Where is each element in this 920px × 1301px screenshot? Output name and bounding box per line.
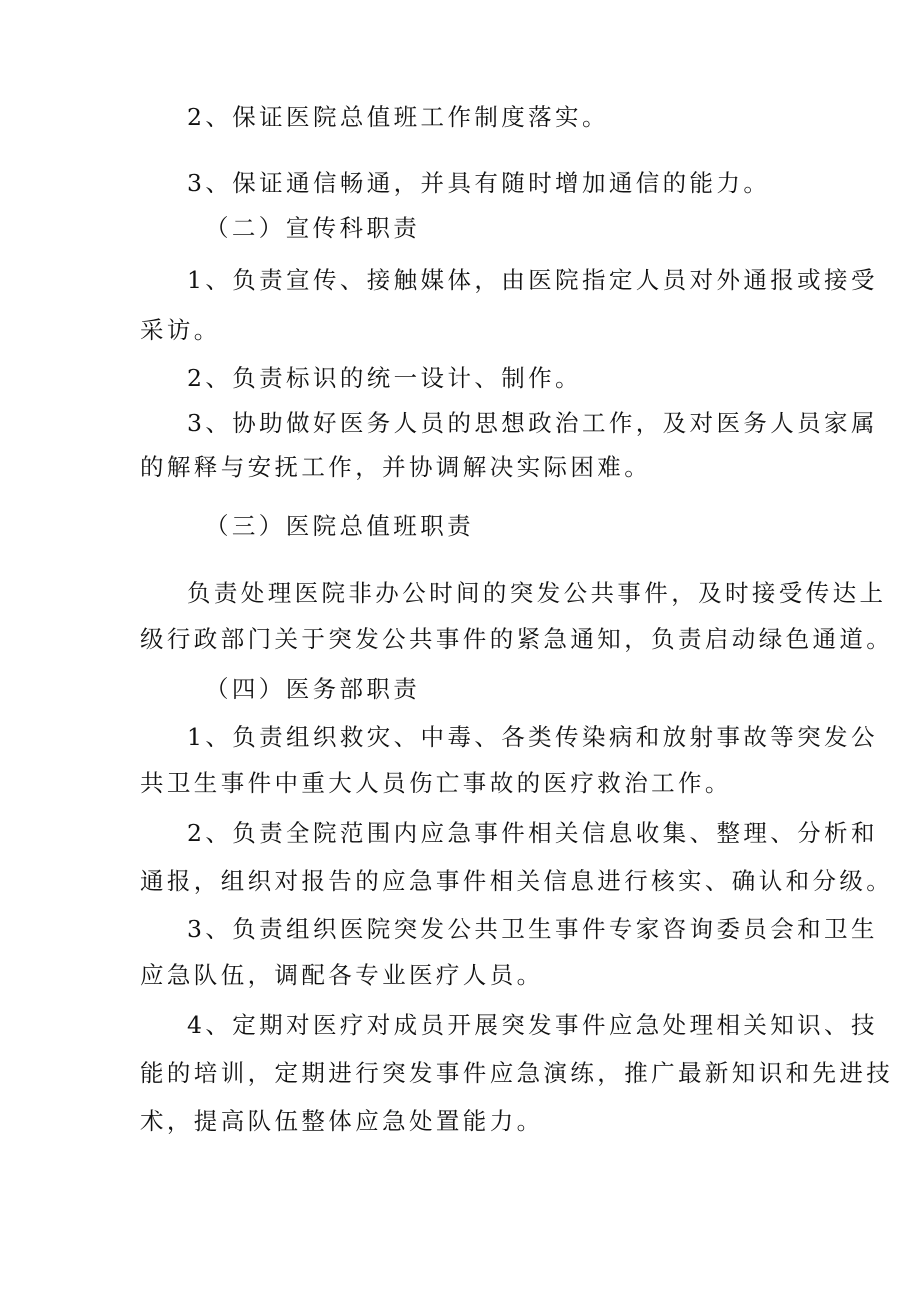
text-line: 术，提高队伍整体应急处置能力。 xyxy=(140,1107,544,1135)
text-line: 的解释与安抚工作，并协调解决实际困难。 xyxy=(140,453,652,481)
text-line: 通报，组织对报告的应急事件相关信息进行核实、确认和分级。 xyxy=(140,867,894,895)
text-line: 级行政部门关于突发公共事件的紧急通知，负责启动绿色通道。 xyxy=(140,625,894,653)
text-line: 2、负责标识的统一设计、制作。 xyxy=(187,364,582,392)
text-line: 3、保证通信畅通，并具有随时增加通信的能力。 xyxy=(187,169,771,197)
text-line: 4、定期对医疗对成员开展突发事件应急处理相关知识、技 xyxy=(187,1011,878,1039)
section-heading: （三）医院总值班职责 xyxy=(205,512,474,540)
section-heading: （二）宣传科职责 xyxy=(205,214,421,242)
text-line: 3、协助做好医务人员的思想政治工作，及对医务人员家属 xyxy=(187,409,878,437)
text-line: 3、负责组织医院突发公共卫生事件专家咨询委员会和卫生 xyxy=(187,915,878,943)
text-line: 共卫生事件中重大人员伤亡事故的医疗救治工作。 xyxy=(140,769,732,797)
text-line: 能的培训，定期进行突发事件应急演练，推广最新知识和先进技 xyxy=(140,1059,894,1087)
text-line: 采访。 xyxy=(140,316,221,344)
text-line: 负责处理医院非办公时间的突发公共事件，及时接受传达上 xyxy=(187,579,887,607)
text-line: 2、负责全院范围内应急事件相关信息收集、整理、分析和 xyxy=(187,819,878,847)
text-line: 1、负责宣传、接触媒体，由医院指定人员对外通报或接受 xyxy=(187,266,878,294)
text-line: 1、负责组织救灾、中毒、各类传染病和放射事故等突发公 xyxy=(187,723,878,751)
text-line: 应急队伍，调配各专业医疗人员。 xyxy=(140,961,544,989)
text-line: 2、保证医院总值班工作制度落实。 xyxy=(187,103,609,131)
section-heading: （四）医务部职责 xyxy=(205,675,421,703)
